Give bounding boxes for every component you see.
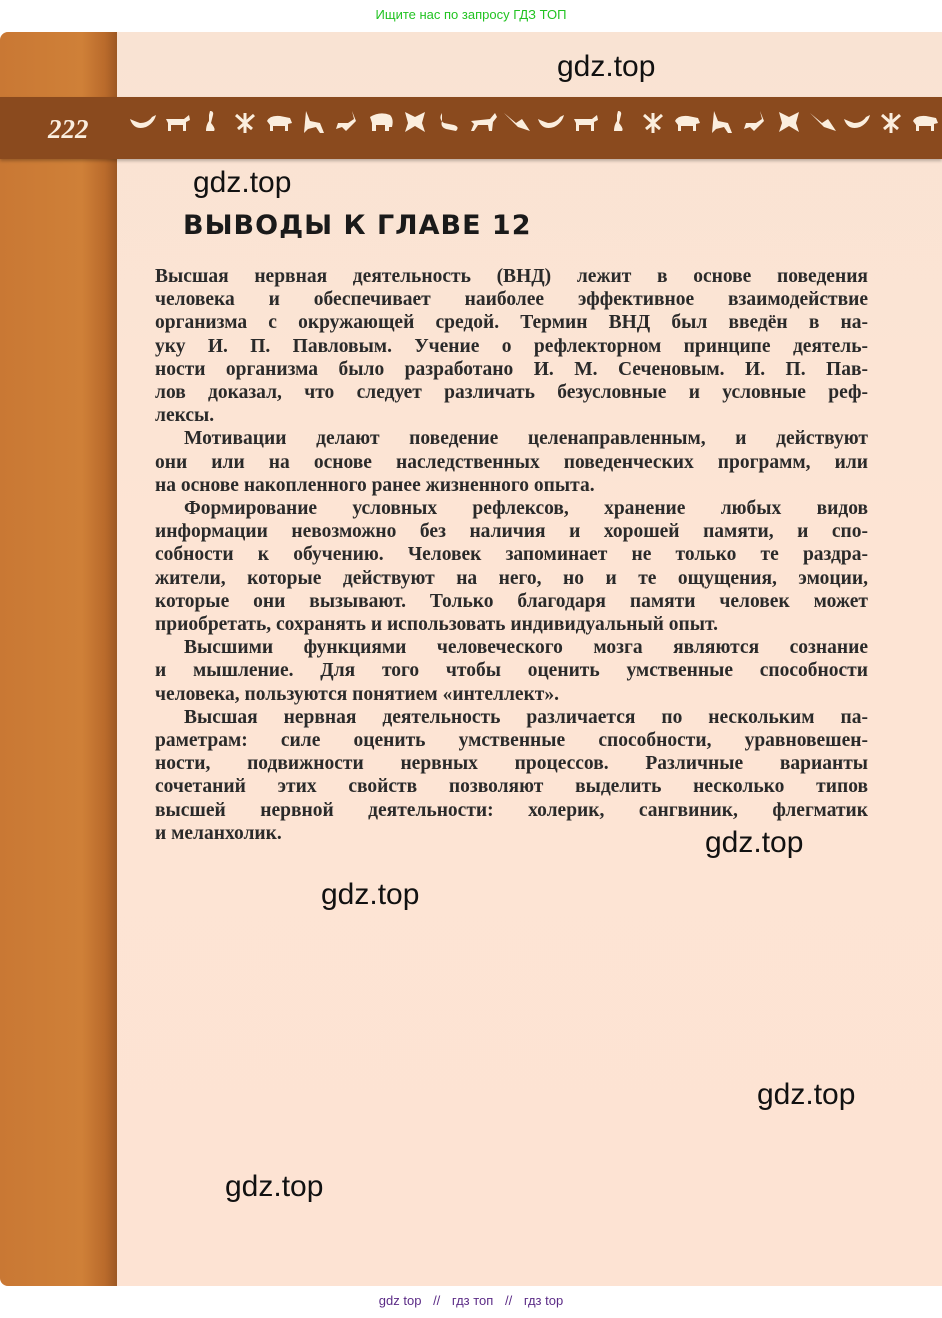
text-line: организма с окружающей средой. Термин ВНД был введён в на- (155, 312, 868, 334)
footer-link[interactable]: гдз топ (451, 1293, 494, 1308)
body-text (155, 265, 868, 845)
monkey-icon (706, 109, 736, 140)
text-line: высшей нервной деятельности: холерик, сангвиник, флегматик (155, 799, 868, 821)
book-page (0, 32, 942, 1286)
text-line: и меланхолик. (155, 822, 282, 844)
whale-icon (128, 109, 158, 140)
text-line: лов доказал, что следует различать безусловные и условные реф- (155, 382, 868, 404)
watermark: gdz.top (193, 166, 292, 199)
butterfly-icon (400, 109, 430, 140)
text-line: информации невозможно без наличия и хорошей памяти, и спо- (155, 521, 868, 543)
text-line: раметрам: силе оценить умственные способности, уравновешен- (155, 730, 868, 752)
footer-link[interactable]: гдз top (523, 1293, 564, 1308)
page-number: 222 (48, 114, 89, 144)
text-line: ности, подвижности нервных процессов. Различные варианты (155, 753, 868, 775)
search-banner[interactable]: Ищите нас по запросу ГДЗ ТОП (375, 7, 567, 22)
text-line: Высшая нервная деятельность различается по нескольким па- (184, 706, 868, 728)
whale-icon (842, 109, 872, 140)
text-line: жители, которые действуют на него, но и те ощущения, эмоции, (155, 567, 868, 589)
insect-icon (876, 109, 906, 140)
text-line: они или на основе наследственных поведенческих программ, или (155, 451, 868, 473)
watermark: gdz.top (757, 1078, 856, 1111)
text-line: и мышление. Для того чтобы оценить умственные способности (155, 660, 868, 682)
scorpion-icon (434, 109, 464, 140)
elephant-icon (366, 109, 396, 140)
animal-ornament (128, 109, 940, 140)
insect-icon (230, 109, 260, 140)
text-line: уку И. П. Павловым. Учение о рефлекторном принципе деятель- (155, 335, 868, 357)
cattle-icon (570, 109, 600, 140)
swallow-icon (808, 109, 838, 140)
bison-icon (672, 109, 702, 140)
chapter-title: ВЫВОДЫ К ГЛАВЕ 12 (183, 210, 532, 241)
text-line: ности организма было разработано И. М. Сеченовым. И. П. Пав- (155, 358, 868, 380)
whale-icon (536, 109, 566, 140)
antelope-icon (332, 109, 362, 140)
monkey-icon (298, 109, 328, 140)
cattle-icon (162, 109, 192, 140)
footer-link[interactable]: gdz top (378, 1293, 422, 1308)
swallow-icon (502, 109, 532, 140)
page-spine (0, 32, 117, 1286)
watermark: gdz.top (705, 826, 804, 859)
text-line: Высшая нервная деятельность (ВНД) лежит в основе поведения (155, 266, 868, 287)
header-band (0, 97, 942, 159)
footer-separator: // (504, 1293, 513, 1308)
bird-icon (196, 109, 226, 140)
bison-icon (910, 109, 940, 140)
text-line: сочетаний этих свойств позволяют выделить несколько типов (155, 776, 868, 798)
horse-icon (468, 109, 498, 140)
footer-links (0, 1293, 942, 1308)
text-line: Высшими функциями человеческого мозга являются сознание (184, 637, 868, 659)
bird-icon (604, 109, 634, 140)
antelope-icon (740, 109, 770, 140)
bison-icon (264, 109, 294, 140)
text-line: человека, пользуются понятием «интеллект». (155, 683, 560, 705)
butterfly-icon (774, 109, 804, 140)
insect-icon (638, 109, 668, 140)
watermark: gdz.top (225, 1170, 324, 1203)
text-line: собности к обучению. Человек запоминает не только те раздра- (155, 544, 868, 566)
watermark: gdz.top (557, 50, 656, 83)
text-line: лексы. (155, 405, 215, 427)
text-line: которые они вызывают. Только благодаря памяти человек может (155, 590, 868, 612)
text-line: приобретать, сохранять и использовать индивидуальный опыт. (155, 614, 718, 636)
text-line: человека и обеспечивает наиболее эффективное взаимодействие (155, 289, 868, 311)
text-line: на основе накопленного ранее жизненного опыта. (155, 474, 595, 496)
footer-separator: // (433, 1293, 441, 1308)
text-line: Мотивации делают поведение целенаправленным, и действуют (184, 428, 868, 450)
watermark: gdz.top (321, 878, 420, 911)
text-line: Формирование условных рефлексов, хранение любых видов (184, 498, 868, 520)
